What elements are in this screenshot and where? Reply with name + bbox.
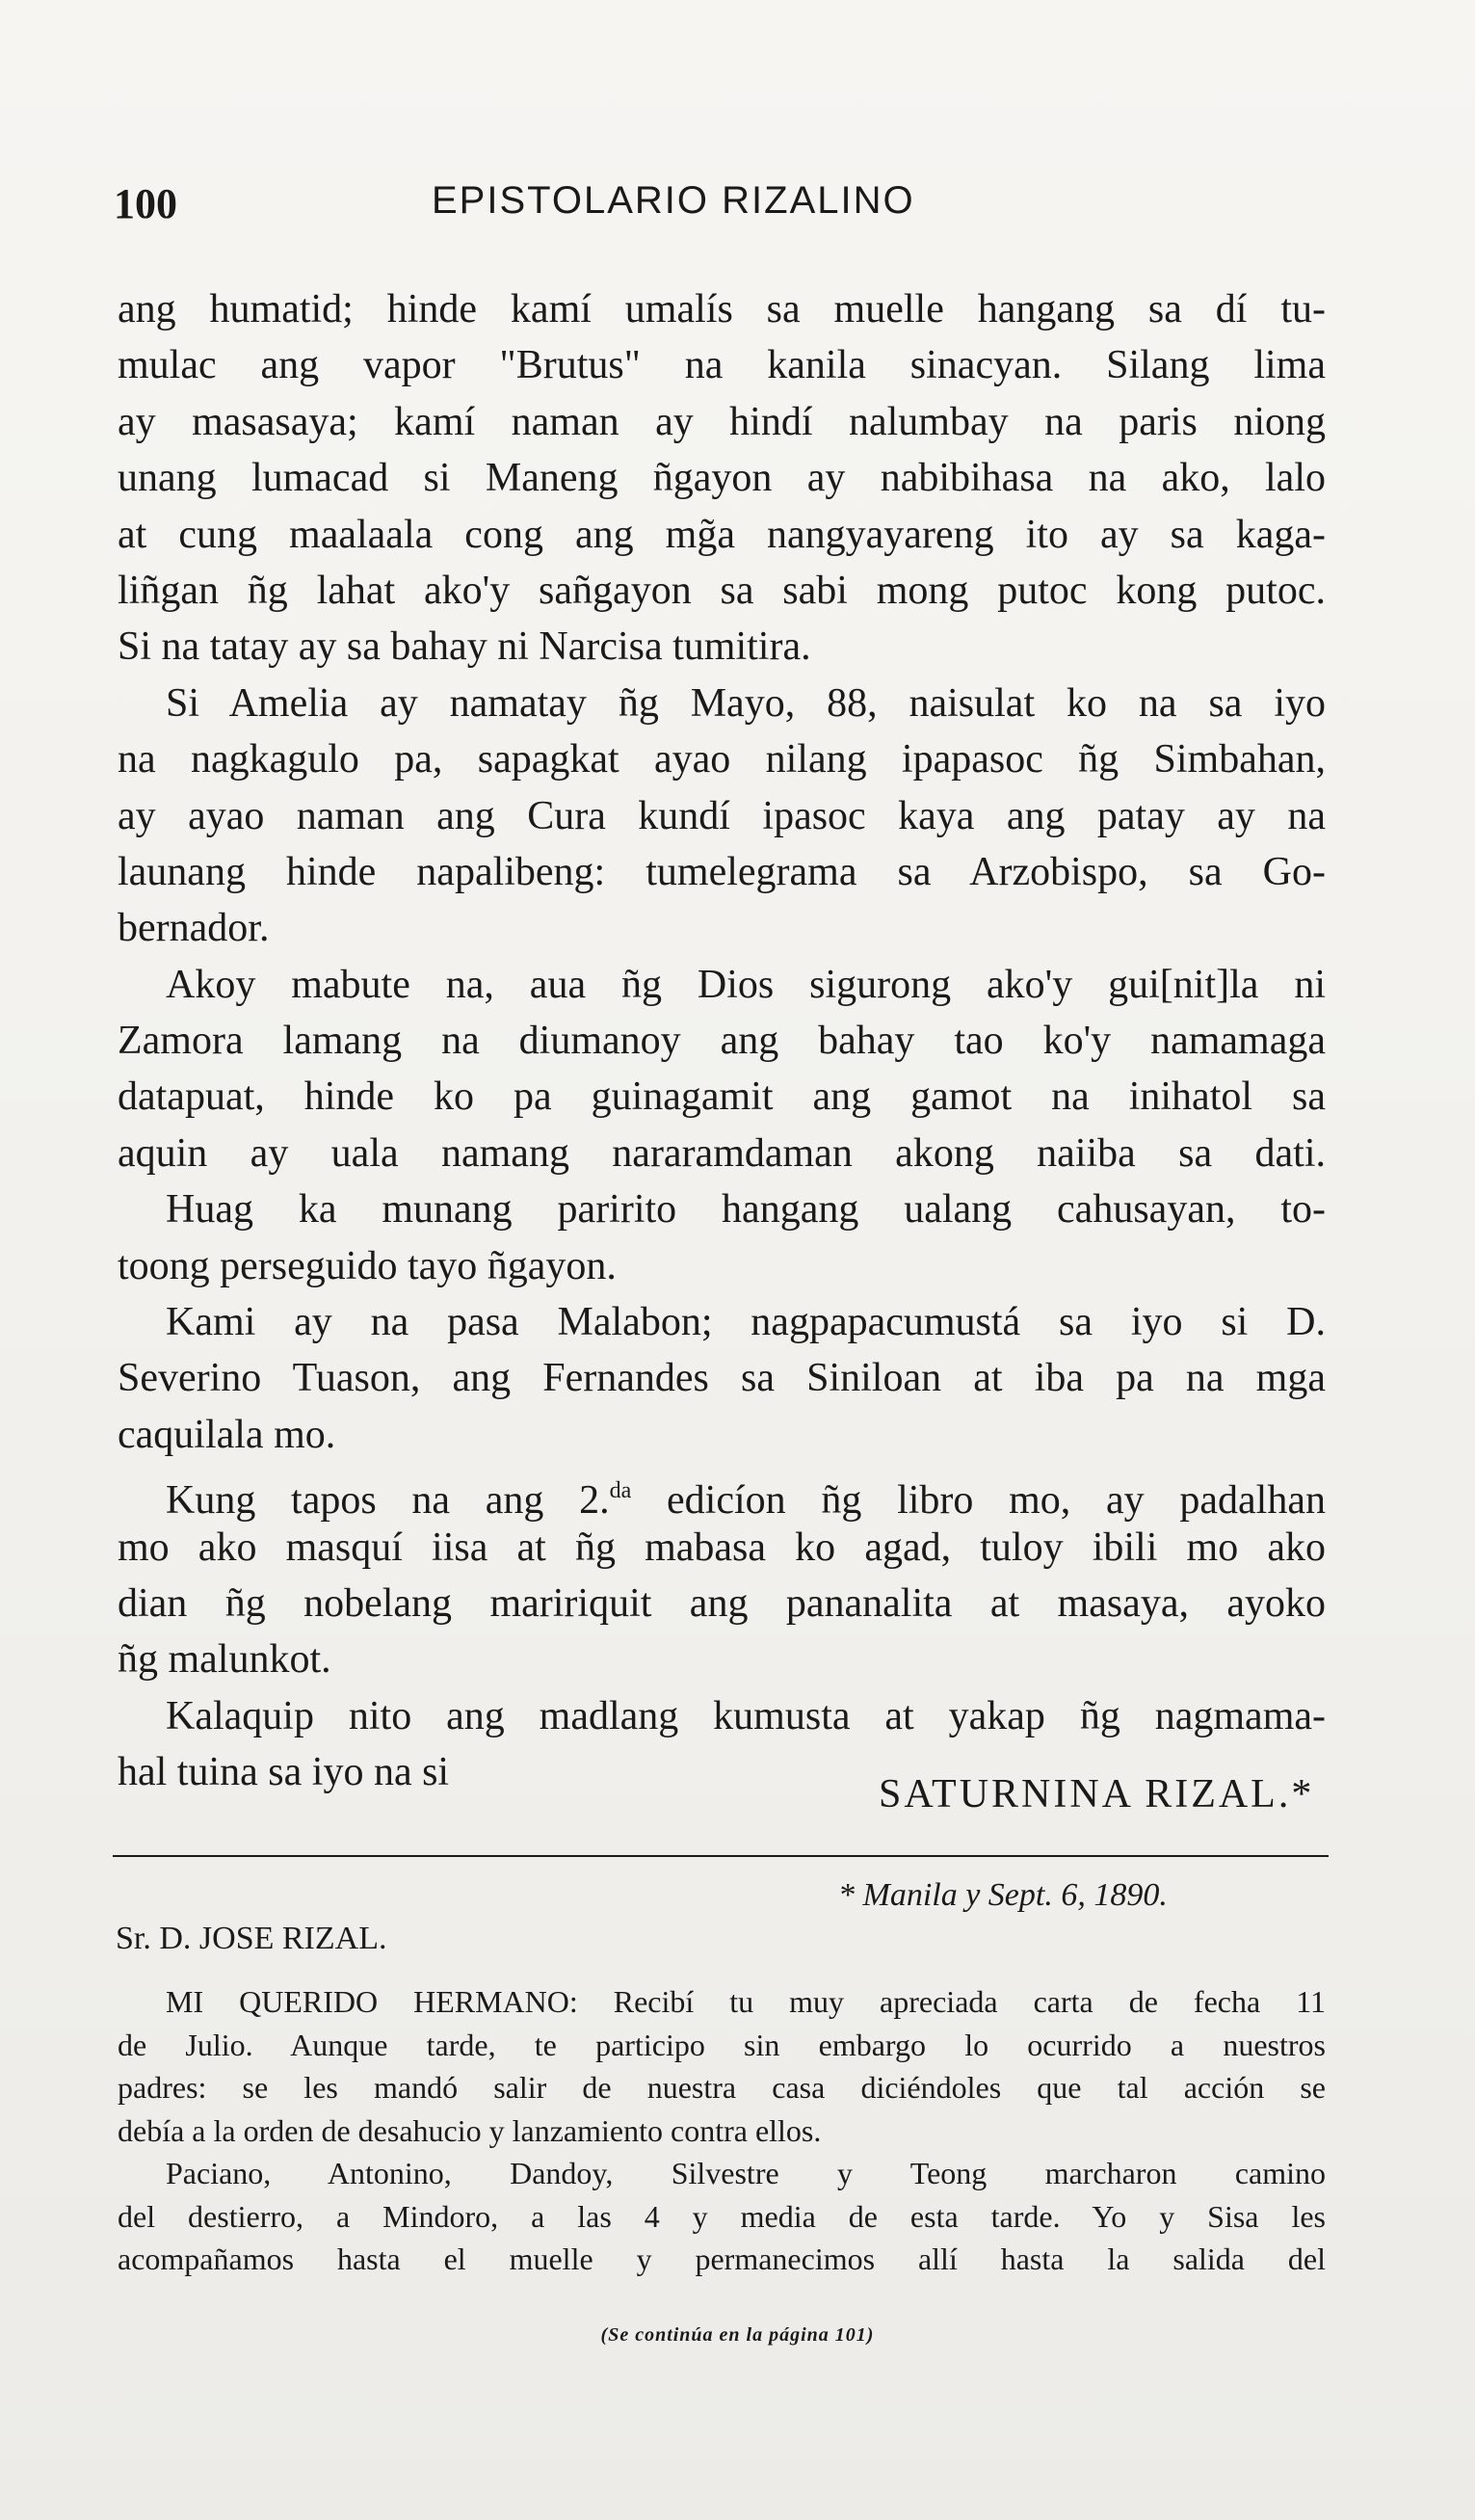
text-line: ay masasaya; kamí naman ay hindí nalumbay na paris niong (118, 399, 1326, 444)
footnote-line: padres: se les mandó salir de nuestra casa diciéndoles que tal acción se (118, 2070, 1326, 2105)
text-line: Zamora lamang na diumanoy ang bahay tao ko'y namamaga (118, 1019, 1326, 1064)
text-fragment: edicíon ñg libro mo, ay padalhan (631, 1478, 1326, 1524)
footnote-date: * Manila y Sept. 6, 1890. (838, 1877, 1168, 1913)
text-line: dian ñg nobelang maririquit ang pananalita at masaya, ayoko (118, 1580, 1326, 1626)
superscript: da (609, 1478, 632, 1504)
text-line: Kalaquip nito ang madlang kumusta at yakap ñg nagmama- (166, 1693, 1326, 1738)
page-number: 100 (114, 180, 177, 227)
footnote-letter (118, 1980, 1326, 2281)
text-line: datapuat, hinde ko pa guinagamit ang gamot na inihatol sa (118, 1074, 1326, 1120)
text-fragment: Kung tapos na ang 2. (166, 1478, 610, 1524)
running-head: EPISTOLARIO RIZALINO (432, 179, 915, 222)
text-line: Si na tatay ay sa bahay ni Narcisa tumitira. (118, 624, 811, 670)
text-line: mo ako masquí iisa at ñg mabasa ko agad, tuloy ibili mo ako (118, 1525, 1326, 1570)
text-line: ay ayao naman ang Cura kundí ipasoc kaya ang patay ay na (118, 793, 1326, 838)
footnote-line: debía a la orden de desahucio y lanzamiento contra ellos. (118, 2112, 822, 2148)
footnote-line: de Julio. Aunque tarde, te participo sin embargo lo ocurrido a nuestros (118, 2027, 1326, 2062)
text-line (118, 1463, 1326, 1524)
footnote-line: MI QUERIDO HERMANO: Recibí tu muy apreciada carta de fecha 11 (166, 1984, 1326, 2019)
footnote-line: del destierro, a Mindoro, a las 4 y media de esta tarde. Yo y Sisa les (118, 2198, 1326, 2234)
text-line: caquilala mo. (118, 1412, 336, 1457)
text-line: aquin ay uala namang nararamdaman akong naiiba sa dati. (118, 1130, 1326, 1176)
text-line: mulac ang vapor "Brutus" na kanila sinacyan. Silang lima (118, 343, 1326, 388)
text-line: toong perseguido tayo ñgayon. (118, 1243, 617, 1288)
footnote-divider (113, 1855, 1329, 1857)
text-line: liñgan ñg lahat ako'y sañgayon sa sabi mong putoc kong putoc. (118, 568, 1326, 613)
text-line: bernador. (118, 906, 270, 951)
text-line: hal tuina sa iyo na si (118, 1750, 450, 1795)
page-header (114, 179, 1328, 247)
text-line: unang lumacad si Maneng ñgayon ay nabibihasa na ako, lalo (118, 456, 1326, 501)
letter-body (118, 281, 1326, 1801)
text-line: launang hinde napalibeng: tumelegrama sa Arzobispo, sa Go- (118, 849, 1326, 894)
text-line: Severino Tuason, ang Fernandes sa Siniloan at iba pa na mga (118, 1356, 1326, 1401)
text-line: ñg malunkot. (118, 1637, 331, 1683)
footnote-line: Paciano, Antonino, Dandoy, Silvestre y Teong marcharon camino (166, 2156, 1326, 2190)
text-line: Akoy mabute na, aua ñg Dios sigurong ako'y gui[nit]la ni (166, 962, 1326, 1007)
text-line: Si Amelia ay namatay ñg Mayo, 88, naisulat ko na sa iyo (166, 680, 1326, 726)
text-line: Kami ay na pasa Malabon; nagpapacumustá sa iyo si D. (166, 1300, 1326, 1345)
text-line: na nagkagulo pa, sapagkat ayao nilang ipapasoc ñg Simbahan, (118, 737, 1326, 783)
text-line: at cung maalaala cong ang mg̃a nangyayareng ito ay sa kaga- (118, 512, 1326, 557)
text-line: ang humatid; hinde kamí umalís sa muelle hangang sa dí tu- (118, 287, 1326, 332)
continuation-note: (Se continúa en la página 101) (600, 2324, 875, 2346)
footnote-salutation: Sr. D. JOSE RIZAL. (116, 1921, 387, 1956)
text-line: Huag ka munang paririto hangang ualang cahusayan, to- (166, 1187, 1326, 1233)
signature: SATURNINA RIZAL.* (879, 1772, 1315, 1817)
footnote-line: acompañamos hasta el muelle y permanecimos allí hasta la salida del (118, 2241, 1326, 2276)
